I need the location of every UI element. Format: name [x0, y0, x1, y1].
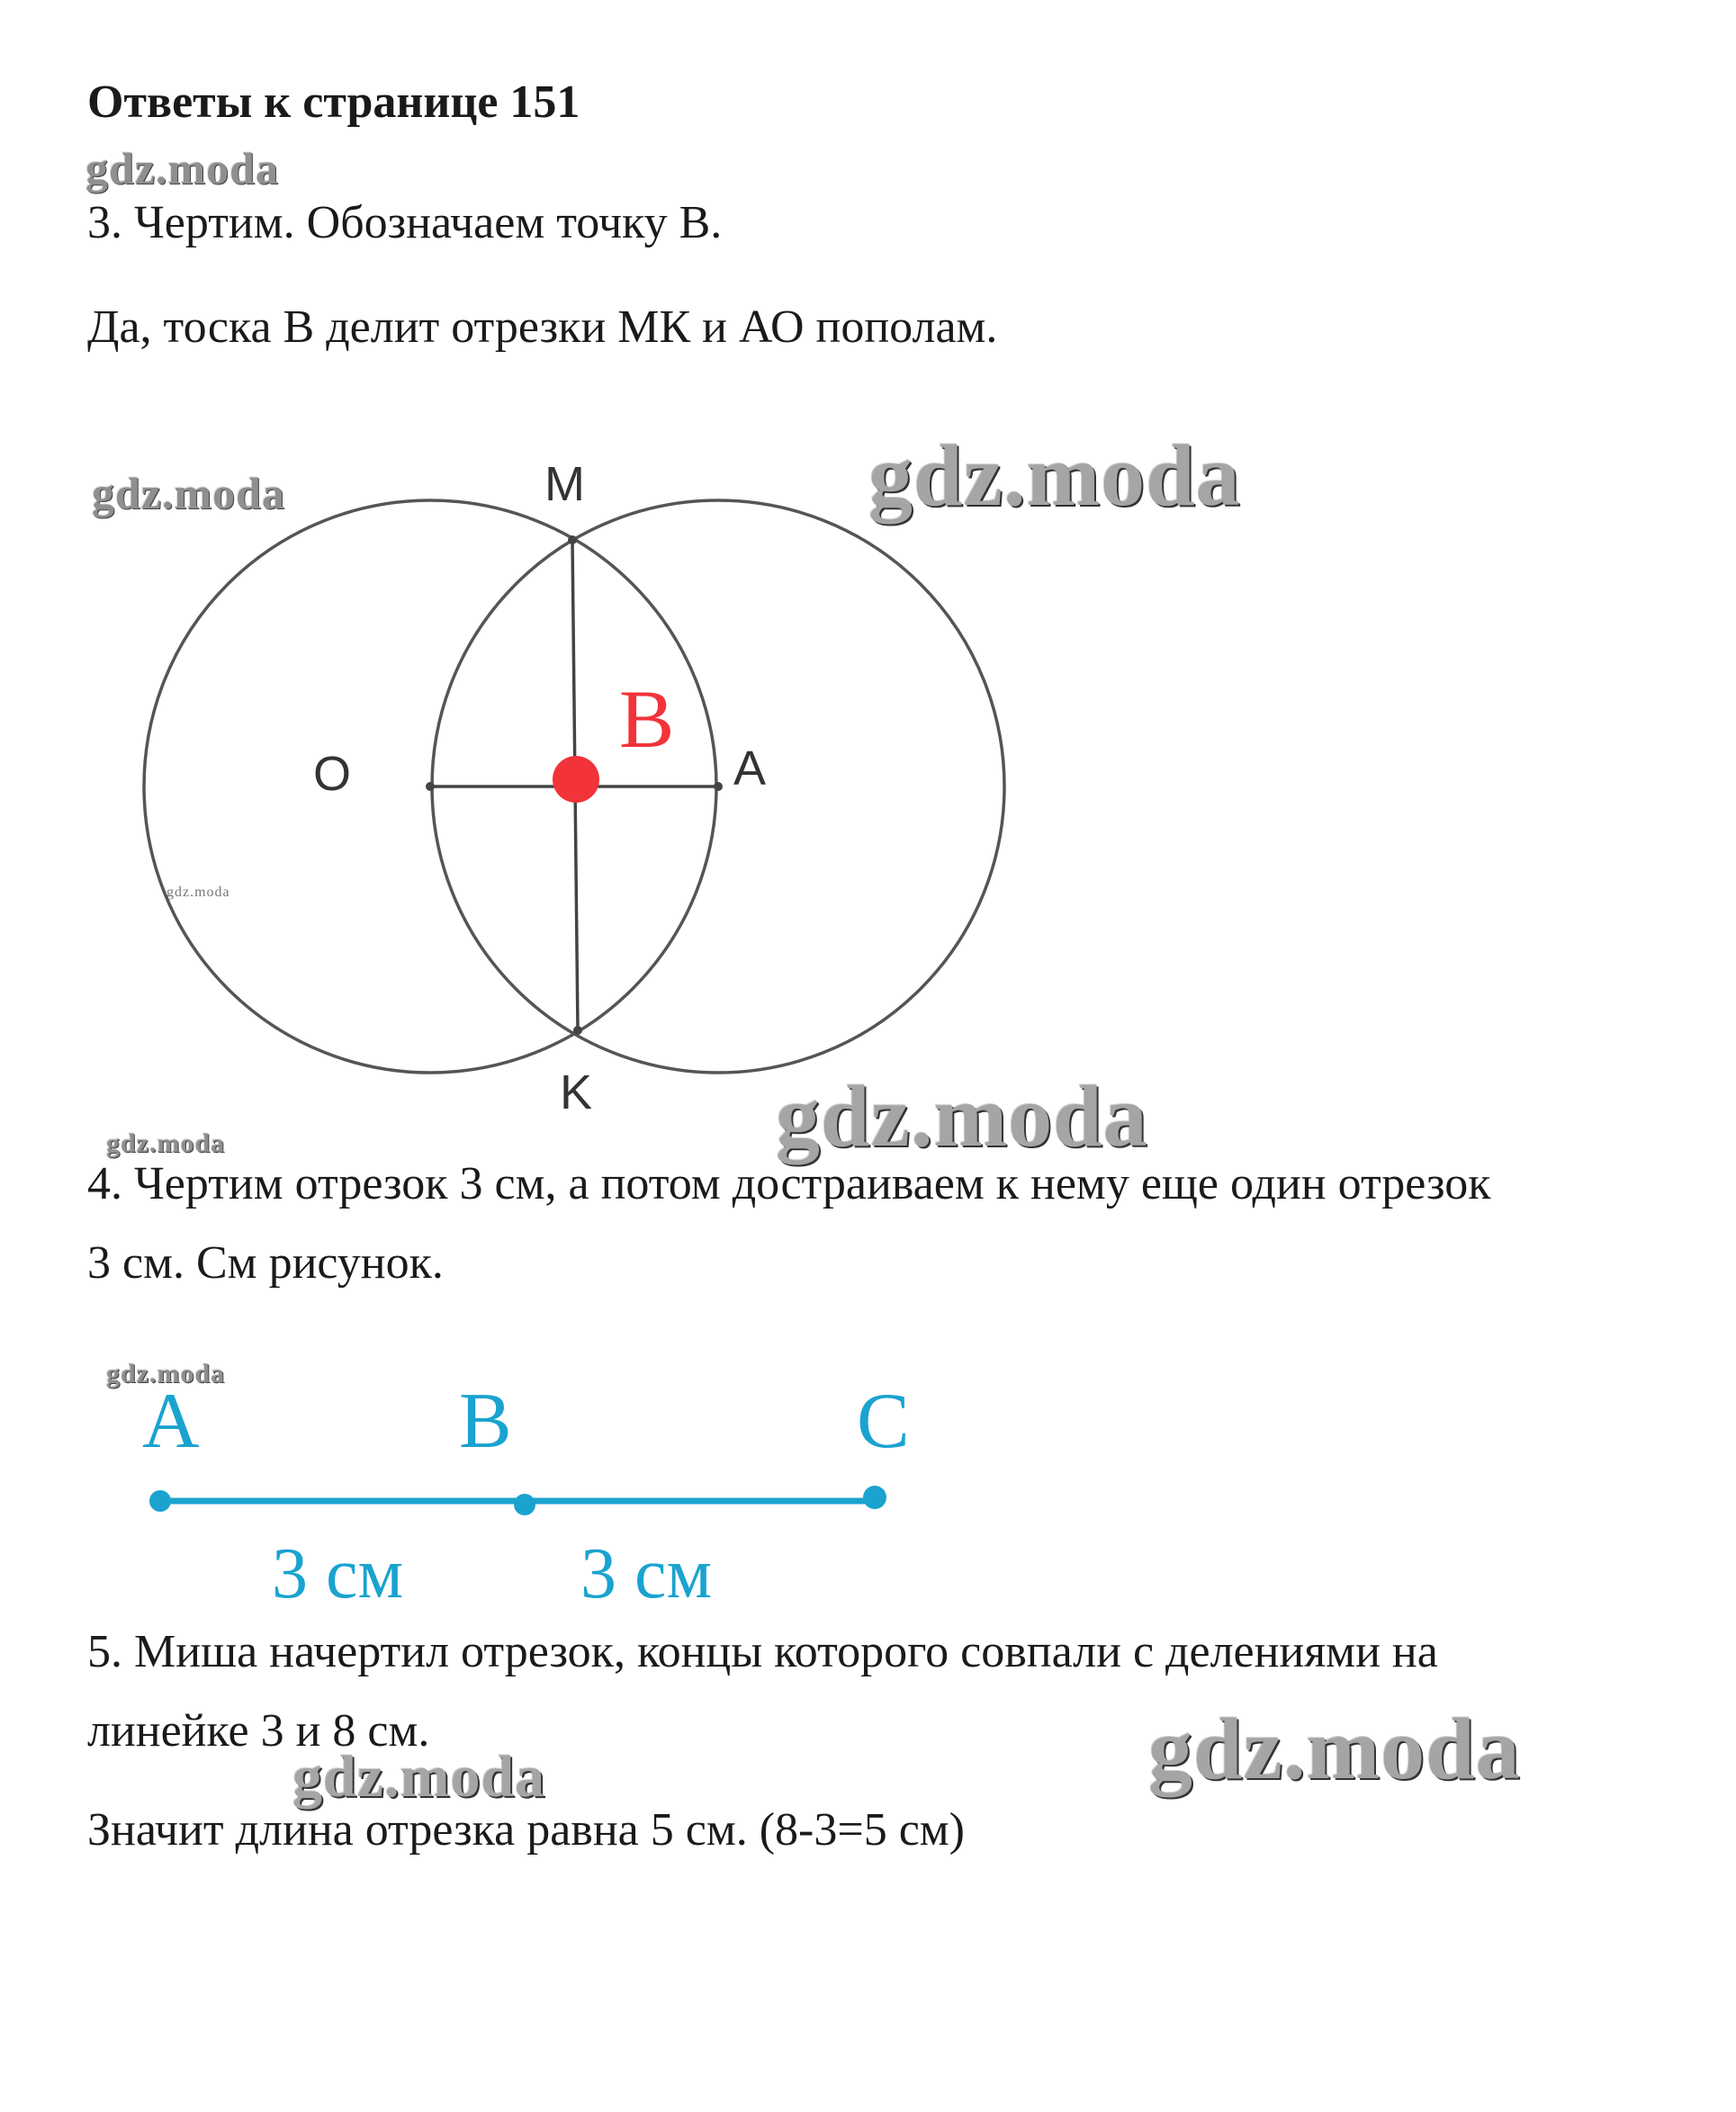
- watermark: gdz.moda: [166, 885, 230, 900]
- point-m: [568, 535, 577, 544]
- watermark: gdz.moda: [106, 1128, 226, 1158]
- task3-line2: Да, тоска В делит отрезки МК и АО пополам.: [87, 301, 998, 353]
- watermark: gdz.moda: [868, 427, 1241, 525]
- label-b: B: [619, 673, 675, 765]
- label-segment2: 3 см: [580, 1534, 713, 1613]
- task5-line2: линейке 3 и 8 см.: [87, 1705, 430, 1757]
- watermark: gdz.moda: [106, 1359, 226, 1389]
- point-a: [714, 782, 723, 791]
- label-segment1: 3 см: [272, 1534, 404, 1613]
- label-k: K: [560, 1065, 593, 1119]
- label-o: O: [313, 747, 352, 801]
- watermark: gdz.moda: [85, 143, 279, 193]
- page-title: Ответы к странице 151: [87, 76, 580, 128]
- point-b2: [514, 1494, 535, 1515]
- label-m: M: [544, 457, 585, 511]
- point-a2: [149, 1490, 171, 1512]
- watermark: gdz.moda: [292, 1744, 546, 1810]
- label-a: A: [733, 741, 767, 795]
- task4-line1: 4. Чертим отрезок 3 см, а потом достраиваем к нему еще один отрезок: [87, 1158, 1491, 1209]
- label-c2: C: [857, 1378, 910, 1465]
- watermark: gdz.moda: [776, 1068, 1148, 1165]
- task5-line3: Значит длина отрезка равна 5 см. (8-3=5 см): [87, 1804, 965, 1856]
- point-c2: [863, 1486, 886, 1509]
- watermark: gdz.moda: [92, 468, 285, 518]
- label-a2: A: [142, 1378, 200, 1465]
- task5-line1: 5. Миша начертил отрезок, концы которого совпали с делениями на: [87, 1626, 1438, 1677]
- point-o: [426, 782, 435, 791]
- point-k: [573, 1026, 582, 1035]
- watermark: gdz.moda: [1148, 1701, 1521, 1798]
- point-b: [553, 756, 599, 803]
- task3-line1: 3. Чертим. Обозначаем точку В.: [87, 197, 723, 248]
- task4-line2: 3 см. См рисунок.: [87, 1237, 444, 1289]
- label-b2: B: [459, 1378, 512, 1465]
